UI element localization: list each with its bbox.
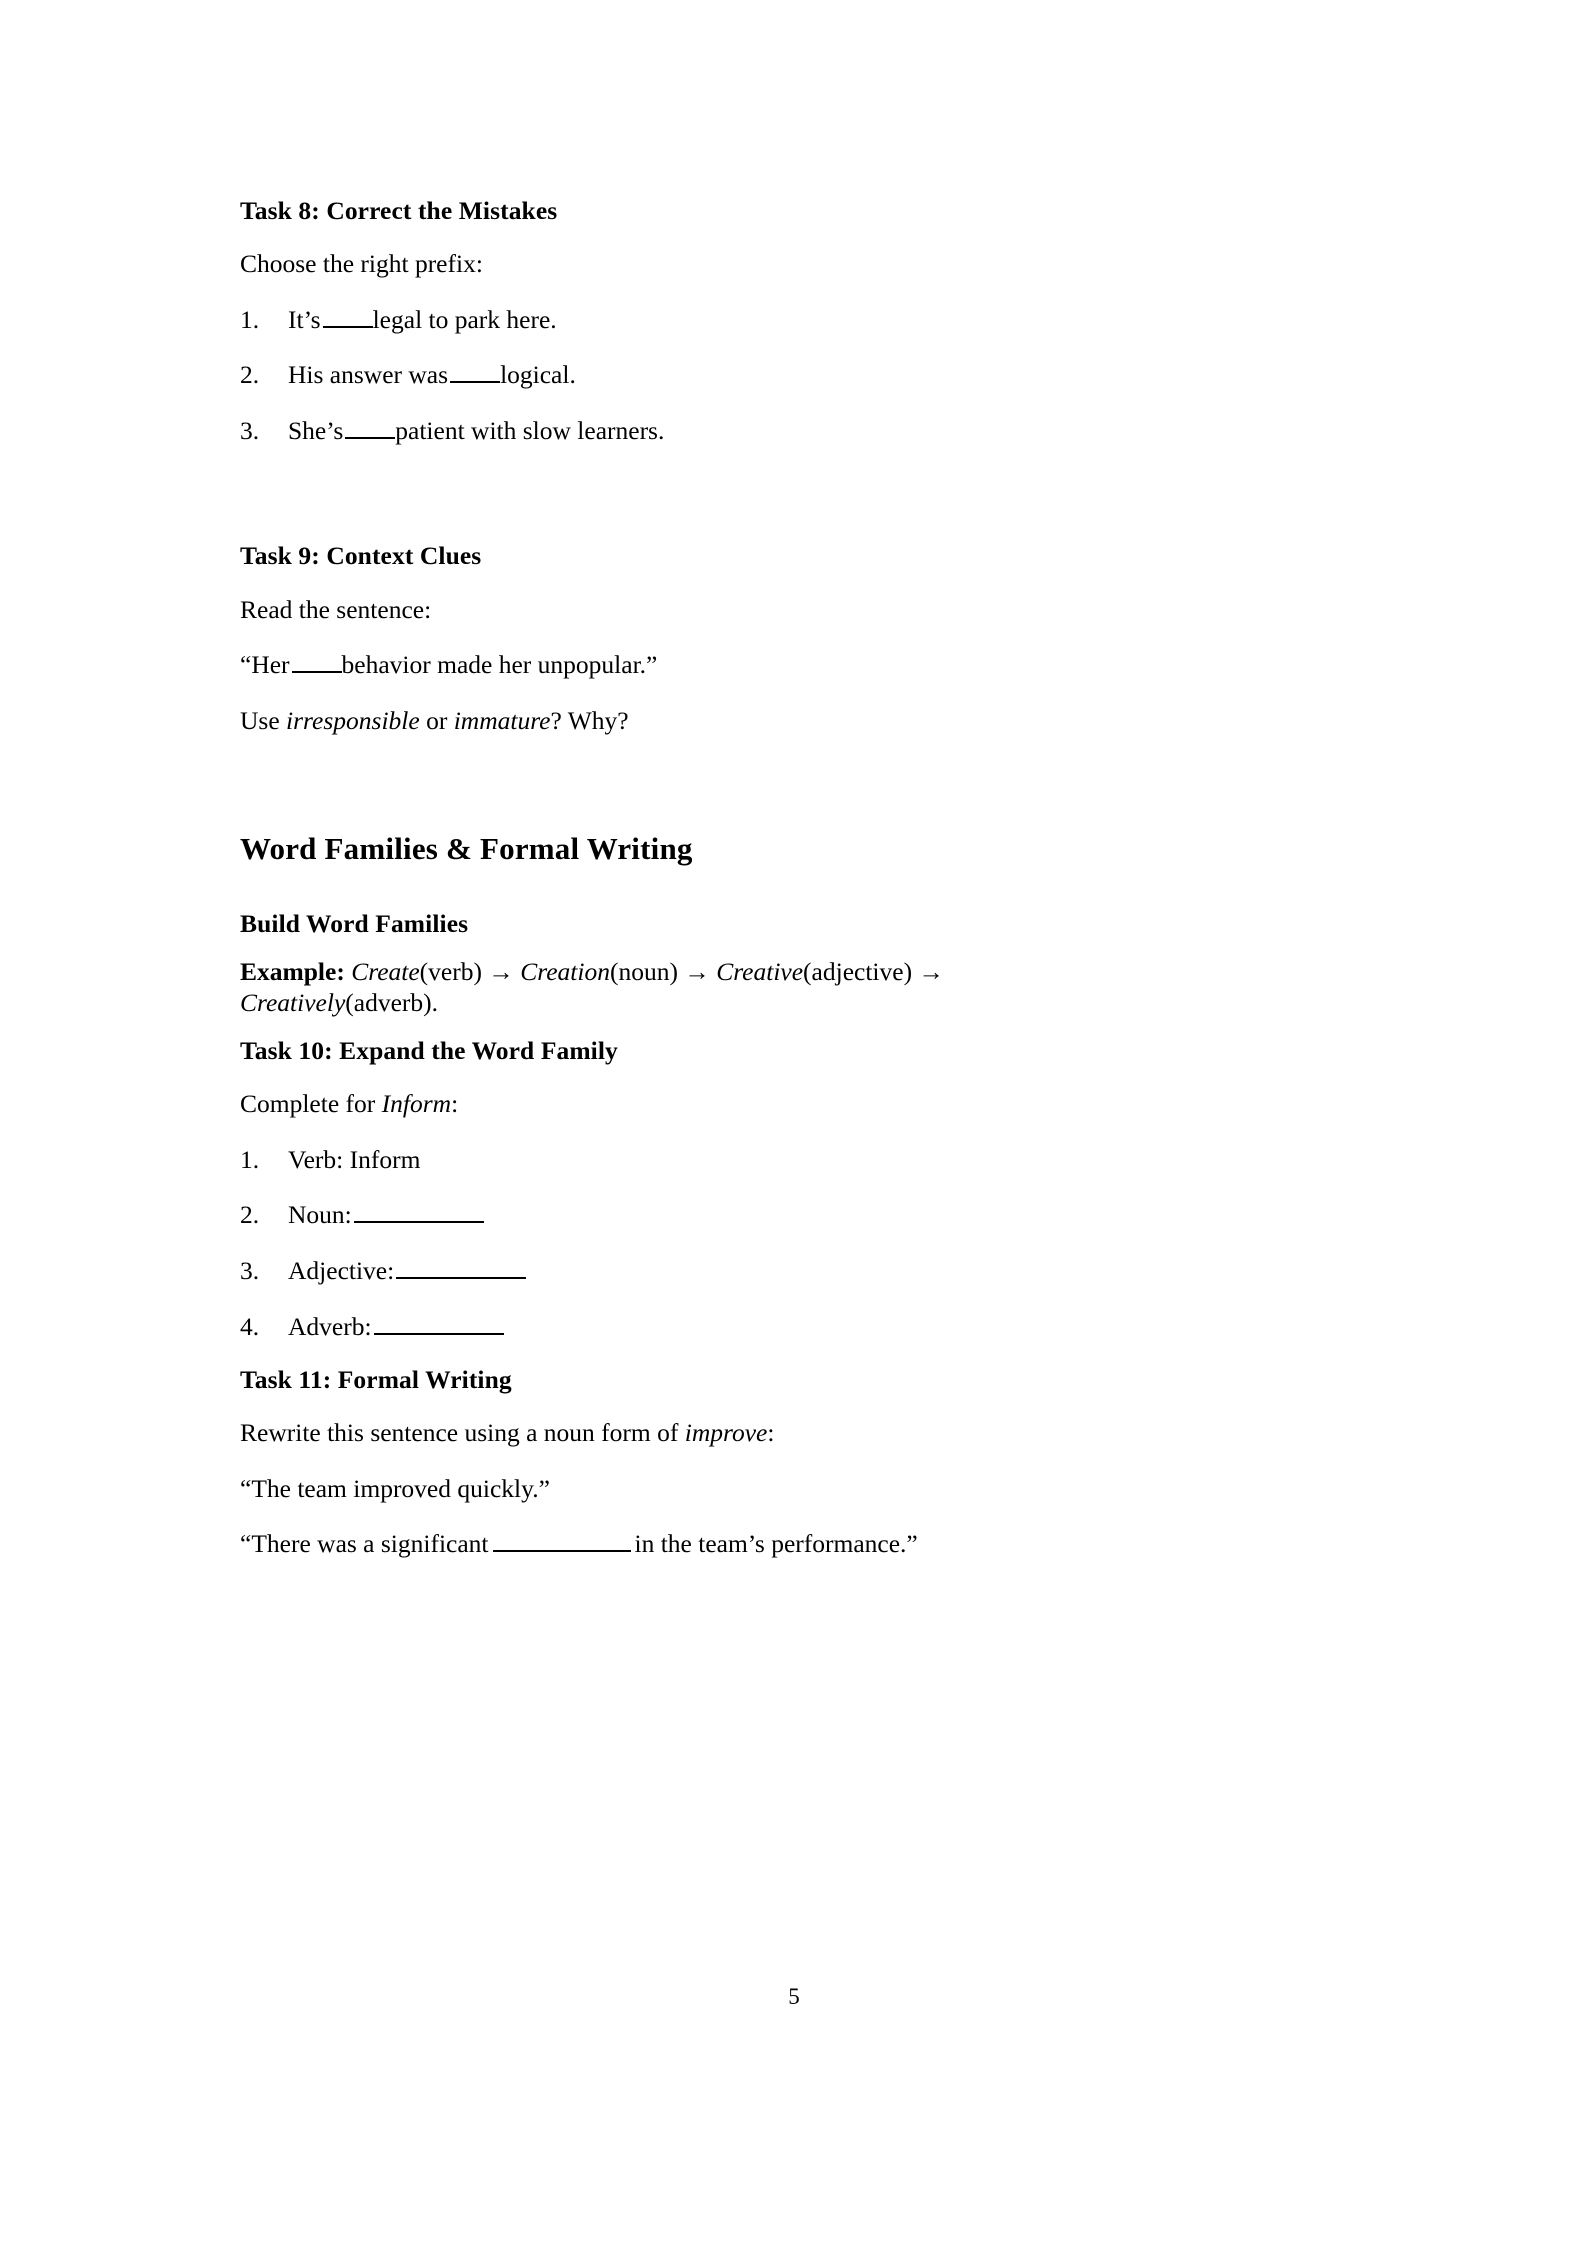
task-8-heading: Task 8: Correct the Mistakes <box>240 196 558 225</box>
list-marker: 1. <box>240 1144 260 1174</box>
task-9-instruction: Read the sentence: <box>240 594 432 624</box>
example-label: Example: <box>240 956 345 986</box>
fill-blank[interactable] <box>374 1312 504 1335</box>
list-item-text-before: She’s <box>288 415 344 445</box>
arrow-icon: → <box>918 956 944 986</box>
sentence-before: “Her <box>240 650 290 680</box>
rewrite-before: “There was a significant <box>240 1529 489 1559</box>
fill-blank[interactable] <box>493 1530 631 1553</box>
task-11-instruction <box>240 1418 1100 1449</box>
fill-blank[interactable] <box>345 416 395 439</box>
spacer <box>240 1504 1100 1529</box>
task-8-instruction: Choose the right prefix: <box>240 249 483 279</box>
task-9-question <box>240 706 1100 737</box>
task-11-original-sentence: “The team improved quickly.” <box>240 1473 550 1503</box>
fill-blank[interactable] <box>323 305 373 328</box>
spacer <box>240 681 1100 706</box>
task-10-heading: Task 10: Expand the Word Family <box>240 1036 618 1066</box>
instruction-word: improve <box>684 1418 768 1448</box>
instruction-word: Inform <box>381 1089 452 1119</box>
list-item-text-after: logical. <box>500 360 576 390</box>
list-item <box>240 1256 1100 1287</box>
example-word-verb: Create <box>351 956 420 986</box>
list-item-text-before: His answer was <box>288 360 449 390</box>
spacer <box>240 1342 1100 1365</box>
spacer <box>240 886 1100 909</box>
list-marker: 1. <box>240 304 260 334</box>
spacer <box>240 280 1100 305</box>
list-item <box>240 360 1100 391</box>
arrow-icon: → <box>488 956 514 986</box>
instruction-lead: Complete for <box>240 1089 382 1119</box>
list-item <box>240 1200 1100 1231</box>
list-item <box>240 1312 1100 1343</box>
task-9-sentence <box>240 650 1100 681</box>
spacer <box>240 446 1100 541</box>
section-subheading: Build Word Families <box>240 908 469 938</box>
instruction-tail: : <box>767 1418 775 1448</box>
list-item-label: Adverb: <box>288 1311 372 1341</box>
example-pos-adverb: (adverb). <box>345 987 439 1017</box>
page-content <box>240 196 1100 1560</box>
page-number: 5 <box>788 1984 800 2009</box>
question-lead: Use <box>240 705 287 735</box>
example-pos-adjective: (adjective) <box>803 956 913 986</box>
spacer <box>240 806 1100 831</box>
task-9-heading: Task 9: Context Clues <box>240 541 482 571</box>
spacer <box>240 625 1100 650</box>
example-pos-noun: (noun) <box>609 956 678 986</box>
spacer <box>240 1449 1100 1474</box>
spacer <box>240 939 1100 957</box>
spacer <box>240 736 1100 806</box>
task-11-rewrite-sentence <box>240 1529 1100 1560</box>
list-item <box>240 1145 1100 1176</box>
sentence-after: behavior made her unpopular.” <box>341 650 658 680</box>
list-marker: 3. <box>240 1256 260 1286</box>
spacer <box>240 226 1100 249</box>
spacer <box>240 1018 1100 1036</box>
arrow-icon: → <box>684 956 710 986</box>
list-item <box>240 305 1100 336</box>
example-pos-verb: (verb) <box>419 956 482 986</box>
question-conjunction: or <box>419 705 454 735</box>
task-8-list <box>240 305 1100 447</box>
example-word-noun: Creation <box>520 956 610 986</box>
rewrite-after: in the team’s performance.” <box>634 1529 918 1559</box>
spacer <box>240 868 1100 886</box>
spacer <box>240 1066 1100 1089</box>
spacer <box>240 1120 1100 1145</box>
question-option-two: immature <box>453 705 551 735</box>
list-marker: 2. <box>240 360 260 390</box>
list-marker: 3. <box>240 415 260 445</box>
list-item-label: Adjective: <box>288 1256 395 1286</box>
fill-blank[interactable] <box>292 650 342 673</box>
question-option-one: irresponsible <box>286 705 420 735</box>
instruction-lead: Rewrite this sentence using a noun form of <box>240 1418 685 1448</box>
word-family-example <box>240 957 1100 1018</box>
task-10-instruction <box>240 1089 1100 1120</box>
fill-blank[interactable] <box>354 1201 484 1224</box>
list-item-text-after: patient with slow learners. <box>395 415 665 445</box>
list-marker: 4. <box>240 1311 260 1341</box>
task-10-list <box>240 1145 1100 1342</box>
example-word-adverb: Creatively <box>240 987 346 1017</box>
spacer <box>240 572 1100 595</box>
question-tail: ? Why? <box>550 705 629 735</box>
list-item-text-before: It’s <box>288 304 321 334</box>
fill-blank[interactable] <box>396 1256 526 1279</box>
section-heading: Word Families & Formal Writing <box>240 831 693 867</box>
spacer <box>240 1395 1100 1418</box>
list-marker: 2. <box>240 1200 260 1230</box>
list-item-label: Noun: <box>288 1200 352 1230</box>
list-item-label: Verb: Inform <box>288 1144 421 1174</box>
list-item-text-after: legal to park here. <box>372 304 557 334</box>
task-11-heading: Task 11: Formal Writing <box>240 1365 512 1395</box>
fill-blank[interactable] <box>450 360 500 383</box>
instruction-tail: : <box>451 1089 459 1119</box>
example-word-adjective: Creative <box>716 956 804 986</box>
list-item <box>240 416 1100 447</box>
